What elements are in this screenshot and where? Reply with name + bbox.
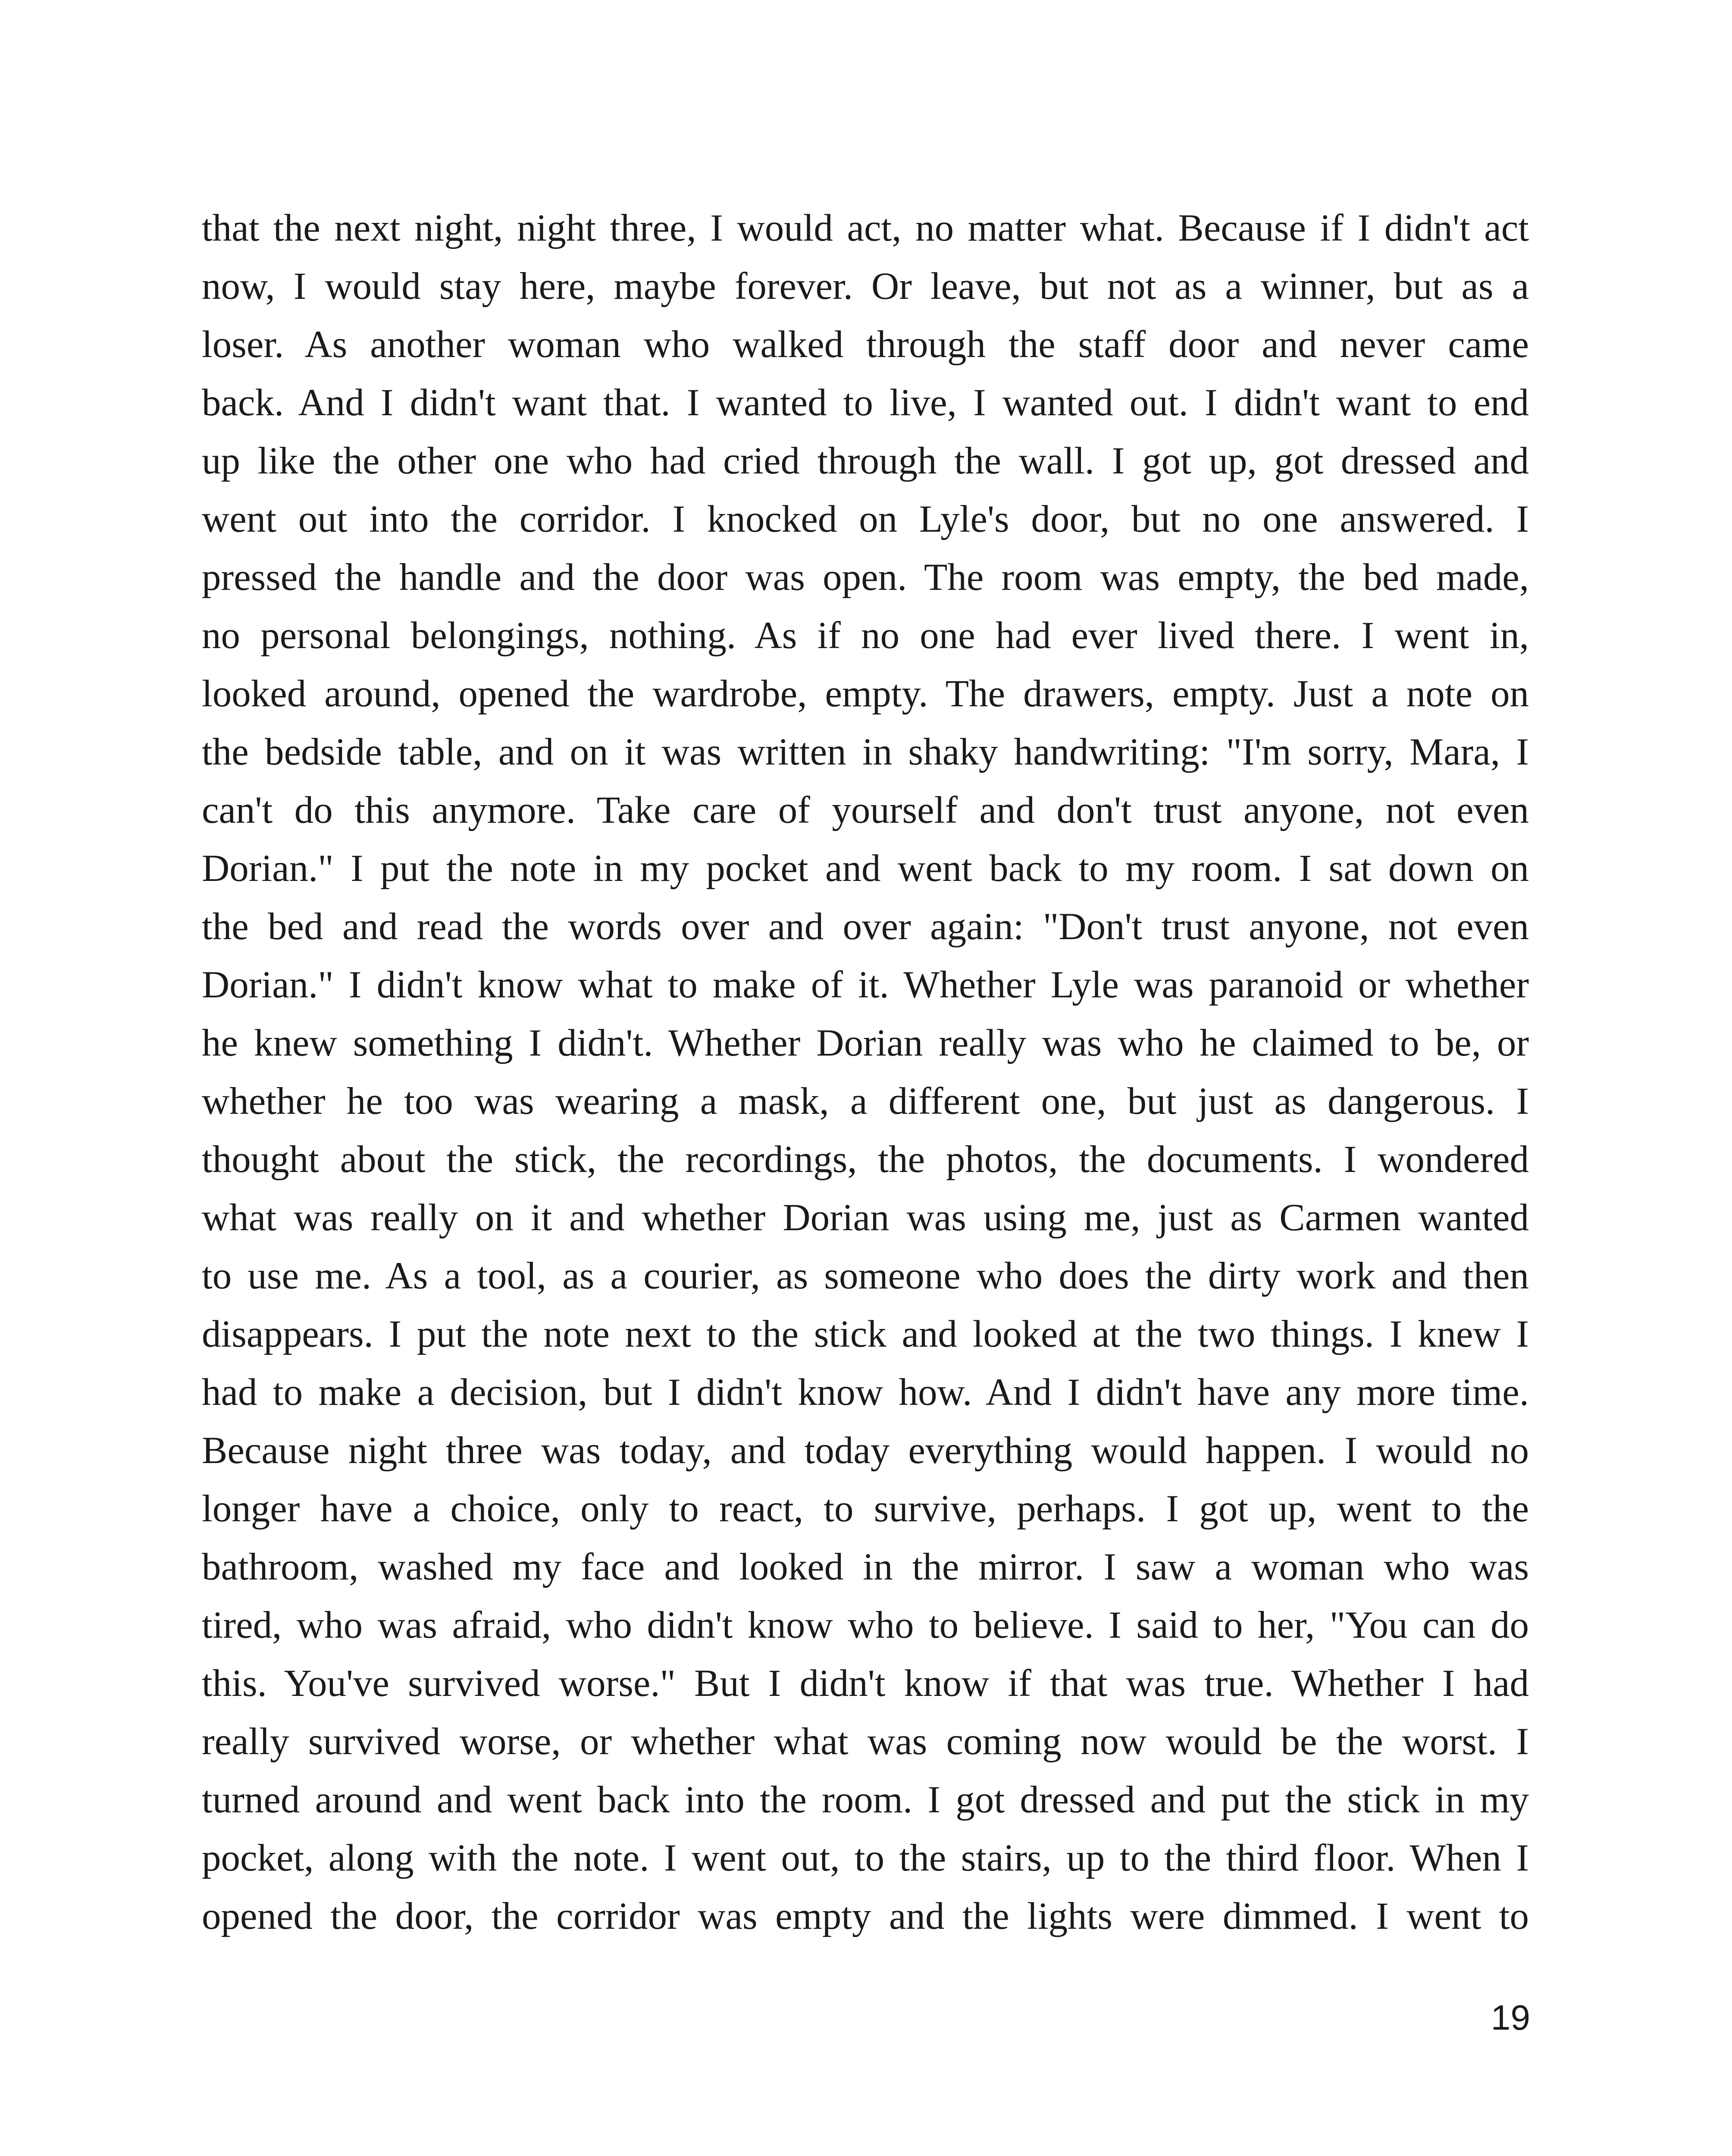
text-line: now, I would stay here, maybe forever. Or leave, but not as a winner, but as a [202, 265, 1529, 307]
text-line: Because night three was today, and today everything would happen. I would no [202, 1429, 1529, 1472]
text-line: longer have a choice, only to react, to survive, perhaps. I got up, went to the [202, 1488, 1529, 1530]
text-line: opened the door, the corridor was empty and the lights were dimmed. I went to [202, 1895, 1529, 1937]
text-line: pressed the handle and the door was open. The room was empty, the bed made, [202, 556, 1529, 599]
body-text [202, 199, 1529, 1946]
text-line: really survived worse, or whether what was coming now would be the worst. I [202, 1720, 1529, 1763]
text-line: Dorian." I didn't know what to make of it. Whether Lyle was paranoid or whether [202, 964, 1529, 1006]
page-number: 19 [1491, 1998, 1530, 2037]
text-line: turned around and went back into the room. I got dressed and put the stick in my [202, 1779, 1529, 1821]
text-line: up like the other one who had cried through the wall. I got up, got dressed and [202, 440, 1529, 482]
text-line: bathroom, washed my face and looked in the mirror. I saw a woman who was [202, 1546, 1529, 1588]
text-line: this. You've survived worse." But I didn't know if that was true. Whether I had [202, 1662, 1529, 1705]
text-line: the bed and read the words over and over again: "Don't trust anyone, not even [202, 906, 1529, 948]
text-line: went out into the corridor. I knocked on Lyle's door, but no one answered. I [202, 498, 1529, 540]
text-line: Dorian." I put the note in my pocket and went back to my room. I sat down on [202, 847, 1529, 890]
text-line: to use me. As a tool, as a courier, as someone who does the dirty work and then [202, 1255, 1529, 1297]
text-line: back. And I didn't want that. I wanted to live, I wanted out. I didn't want to end [202, 382, 1529, 424]
text-line: the bedside table, and on it was written in shaky handwriting: "I'm sorry, Mara, I [202, 731, 1529, 773]
text-line: that the next night, night three, I would act, no matter what. Because if I didn't act [202, 207, 1529, 249]
text-line: disappears. I put the note next to the stick and looked at the two things. I knew I [202, 1313, 1529, 1355]
text-line: whether he too was wearing a mask, a different one, but just as dangerous. I [202, 1080, 1529, 1122]
text-line: thought about the stick, the recordings, the photos, the documents. I wondered [202, 1138, 1529, 1181]
text-line: he knew something I didn't. Whether Dorian really was who he claimed to be, or [202, 1022, 1529, 1064]
text-line: can't do this anymore. Take care of yourself and don't trust anyone, not even [202, 789, 1529, 831]
text-line: had to make a decision, but I didn't know how. And I didn't have any more time. [202, 1371, 1529, 1413]
text-line: what was really on it and whether Dorian was using me, just as Carmen wanted [202, 1197, 1529, 1239]
text-line: tired, who was afraid, who didn't know who to believe. I said to her, "You can do [202, 1604, 1529, 1646]
text-line: loser. As another woman who walked through the staff door and never came [202, 323, 1529, 366]
text-line: no personal belongings, nothing. As if no one had ever lived there. I went in, [202, 614, 1529, 657]
text-line: pocket, along with the note. I went out, to the stairs, up to the third floor. When I [202, 1837, 1529, 1879]
text-line: looked around, opened the wardrobe, empty. The drawers, empty. Just a note on [202, 673, 1529, 715]
